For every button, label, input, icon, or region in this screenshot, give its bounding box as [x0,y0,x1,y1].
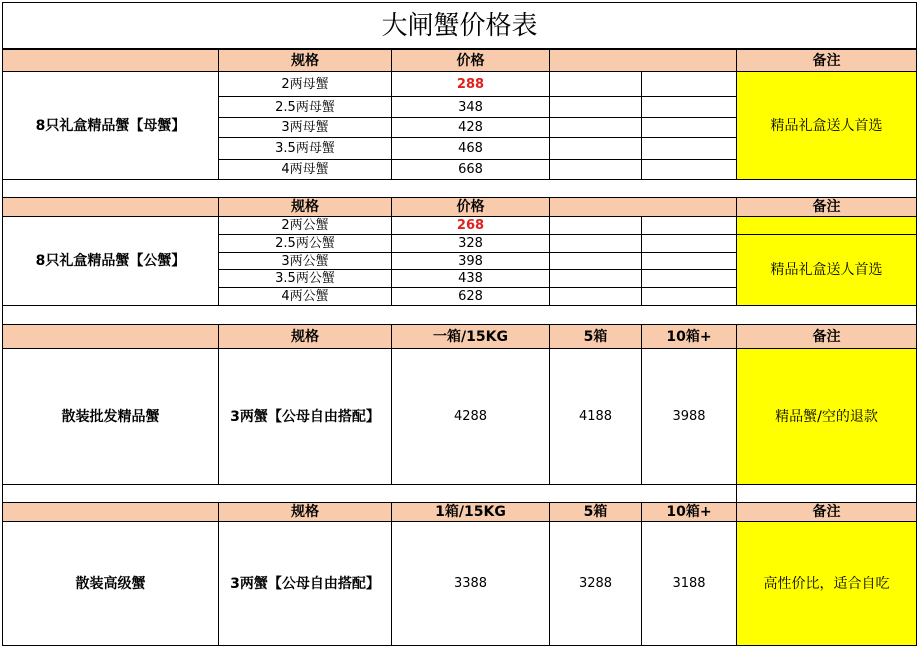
section1-row2-spec: 2.5两母蟹 [218,96,392,118]
section1-row2-empty-b [641,96,737,118]
spacer-row-3-right [736,484,917,503]
section1-header-note: 备注 [736,49,917,72]
section4-price-five-box: 3288 [549,521,642,646]
section4-price-one-box: 3388 [391,521,550,646]
section1-row3-spec: 3两母蟹 [218,117,392,138]
section2-row5-empty-b [641,287,737,306]
section1-product: 8只礼盒精品蟹【母蟹】 [2,71,219,180]
section1-row4-spec: 3.5两母蟹 [218,137,392,160]
section4-spec: 3两蟹【公母自由搭配】 [218,521,392,646]
spacer-row-2 [2,305,917,325]
spacer-row-3-left [2,484,737,503]
section1-header-col3 [549,49,737,72]
section4-header-five-box: 5箱 [549,502,642,522]
section2-row3-spec: 3两公蟹 [218,252,392,270]
section2-row1-spec: 2两公蟹 [218,216,392,235]
section1-row5-spec: 4两母蟹 [218,159,392,180]
spacer-row-1 [2,179,917,198]
section4-note: 高性价比，适合自吃 [736,521,917,646]
section1-row2-price: 348 [391,96,550,118]
section3-header-five-box: 5箱 [549,324,642,349]
section2-header-price: 价格 [391,197,550,217]
section1-row5-price: 668 [391,159,550,180]
section2-row2-empty-a [549,234,642,253]
section1-row4-price: 468 [391,137,550,160]
section2-row3-price: 398 [391,252,550,270]
section3-header-blank [2,324,219,349]
section2-row2-empty-b [641,234,737,253]
section4-product: 散装高级蟹 [2,521,219,646]
section2-row3-empty-a [549,252,642,270]
section3-price-five-box: 4188 [549,348,642,485]
section4-header-ten-box: 10箱+ [641,502,737,522]
section2-header-blank [2,197,219,217]
page-title: 大闸蟹价格表 [2,2,917,49]
section2-row4-spec: 3.5两公蟹 [218,269,392,288]
section3-note: 精品蟹/空的退款 [736,348,917,485]
section2-row5-empty-a [549,287,642,306]
section3-header-ten-box: 10箱+ [641,324,737,349]
section1-header-spec: 规格 [218,49,392,72]
section1-row4-empty-a [549,137,642,160]
section3-header-one-box: 一箱/15KG [391,324,550,349]
section3-spec: 3两蟹【公母自由搭配】 [218,348,392,485]
section2-row3-empty-b [641,252,737,270]
section2-row1-price: 268 [391,216,550,235]
section1-header-blank [2,49,219,72]
section1-row1-price: 288 [391,71,550,97]
section1-header-price: 价格 [391,49,550,72]
section2-product: 8只礼盒精品蟹【公蟹】 [2,216,219,306]
section1-row4-empty-b [641,137,737,160]
section2-header-spec: 规格 [218,197,392,217]
section1-row3-price: 428 [391,117,550,138]
section4-price-ten-box: 3188 [641,521,737,646]
section2-header-col3 [549,197,737,217]
section2-note-top [736,216,917,235]
section2-row2-spec: 2.5两公蟹 [218,234,392,253]
section4-header-note: 备注 [736,502,917,522]
section1-row3-empty-b [641,117,737,138]
section1-row1-spec: 2两母蟹 [218,71,392,97]
section1-note: 精品礼盒送人首选 [736,71,917,180]
section2-row5-price: 628 [391,287,550,306]
section3-header-spec: 规格 [218,324,392,349]
section4-header-one-box: 1箱/15KG [391,502,550,522]
section3-price-one-box: 4288 [391,348,550,485]
section2-row4-empty-a [549,269,642,288]
section1-row5-empty-a [549,159,642,180]
section1-row1-empty-b [641,71,737,97]
section2-row1-empty-a [549,216,642,235]
section2-row5-spec: 4两公蟹 [218,287,392,306]
section4-header-spec: 规格 [218,502,392,522]
section2-note: 精品礼盒送人首选 [736,234,917,306]
section2-row2-price: 328 [391,234,550,253]
section2-row4-price: 438 [391,269,550,288]
section3-product: 散装批发精品蟹 [2,348,219,485]
section1-row1-empty-a [549,71,642,97]
section3-price-ten-box: 3988 [641,348,737,485]
section1-row3-empty-a [549,117,642,138]
section1-row5-empty-b [641,159,737,180]
section2-header-note: 备注 [736,197,917,217]
section1-row2-empty-a [549,96,642,118]
section4-header-blank [2,502,219,522]
section3-header-note: 备注 [736,324,917,349]
section2-row4-empty-b [641,269,737,288]
section2-row1-empty-b [641,216,737,235]
